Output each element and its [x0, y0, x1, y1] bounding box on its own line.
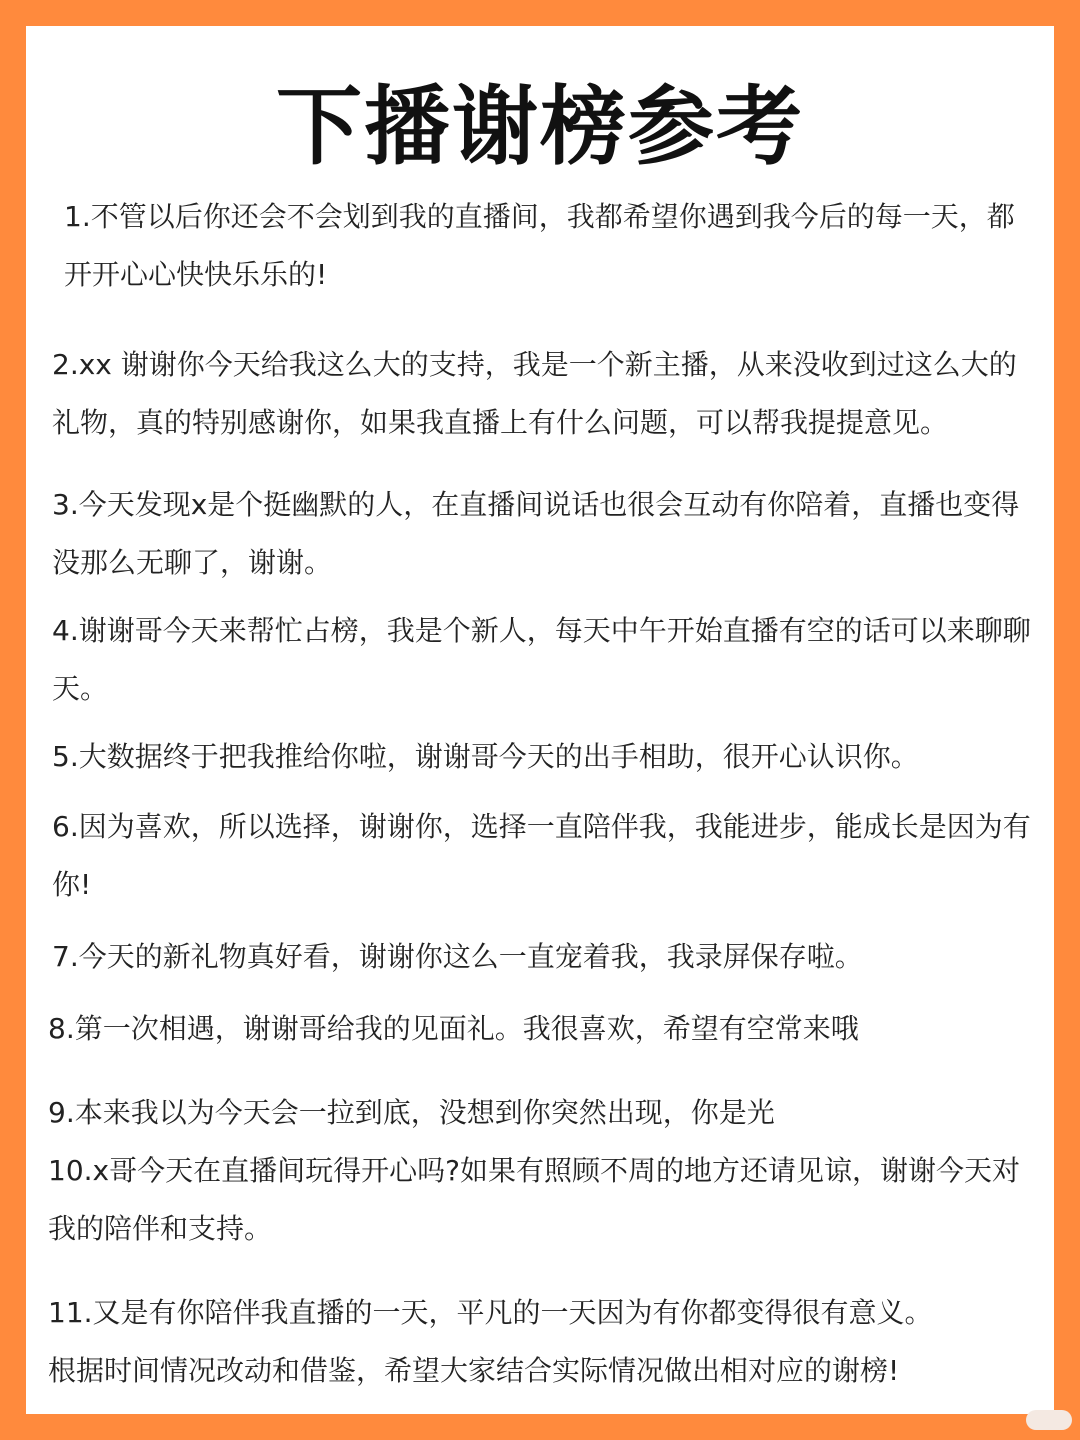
list-item-2: 2.xx 谢谢你今天给我这么大的支持，我是一个新主播，从来没收到过这么大的礼物，真的特别感谢你，如果我直播上有什么问题，可以帮我提提意见。	[52, 348, 1017, 439]
list-item-4: 4.谢谢哥今天来帮忙占榜，我是个新人，每天中午开始直播有空的话可以来聊聊天。	[52, 614, 1031, 705]
watermark-badge	[1026, 1410, 1072, 1430]
list-item-9: 9.本来我以为今天会一拉到底，没想到你突然出现，你是光	[48, 1096, 775, 1129]
list-item-3: 3.今天发现x是个挺幽默的人，在直播间说话也很会互动有你陪着，直播也变得没那么无聊了，谢谢。	[52, 488, 1020, 579]
list-item-5: 5.大数据终于把我推给你啦，谢谢哥今天的出手相助，很开心认识你。	[52, 740, 919, 773]
footer-note: 根据时间情况改动和借鉴，希望大家结合实际情况做出相对应的谢榜!	[48, 1354, 900, 1387]
list-item-6: 6.因为喜欢，所以选择，谢谢你，选择一直陪伴我，我能进步，能成长是因为有你!	[52, 810, 1031, 901]
list-item-1: 1.不管以后你还会不会划到我的直播间，我都希望你遇到我今后的每一天，都开开心心快快乐乐的!	[64, 200, 1015, 291]
list-item-11: 11.又是有你陪伴我直播的一天，平凡的一天因为有你都变得很有意义。	[48, 1296, 933, 1329]
list-item-10: 10.x哥今天在直播间玩得开心吗?如果有照顾不周的地方还请见谅，谢谢今天对我的陪伴和支持。	[48, 1154, 1020, 1245]
page-title: 下播谢榜参考	[276, 77, 804, 177]
list-item-8: 8.第一次相遇，谢谢哥给我的见面礼。我很喜欢，希望有空常来哦	[48, 1012, 859, 1045]
list-item-7: 7.今天的新礼物真好看，谢谢你这么一直宠着我，我录屏保存啦。	[52, 940, 863, 973]
content-card	[26, 26, 1054, 1414]
